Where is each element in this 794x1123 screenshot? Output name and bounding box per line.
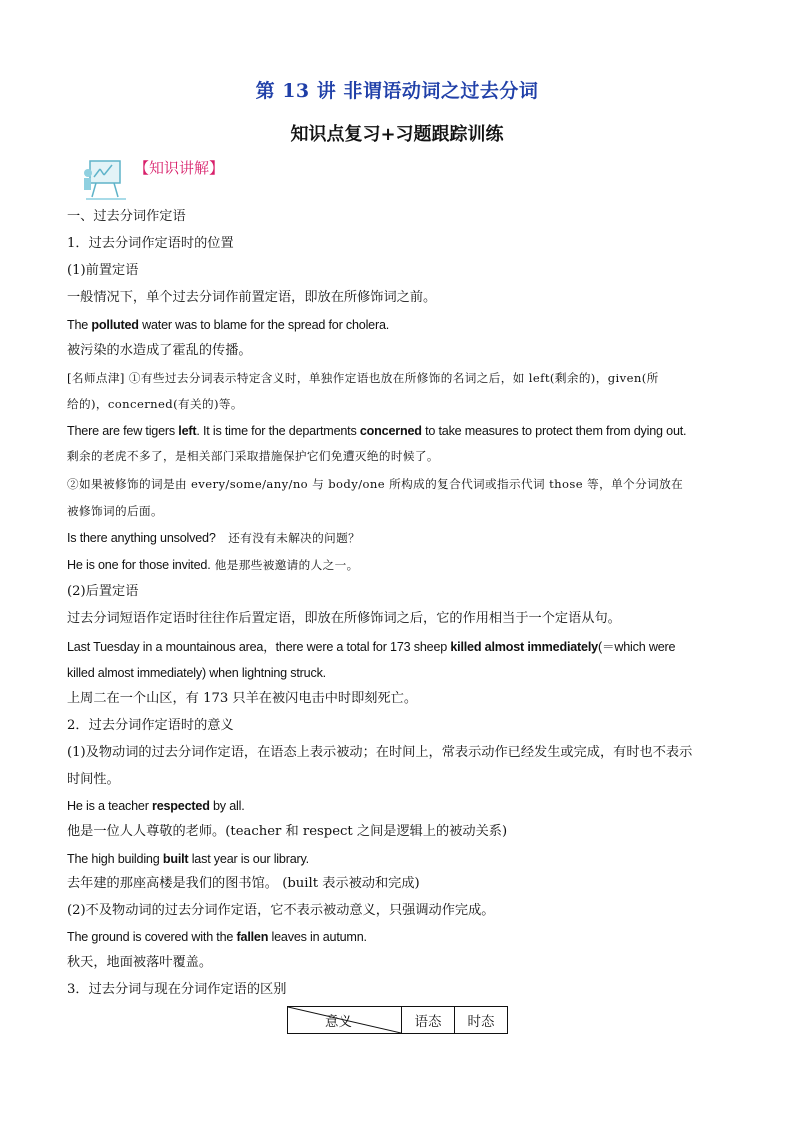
example-translation: 被污染的水造成了霍乱的传播。 <box>67 343 252 358</box>
comparison-table <box>287 1006 508 1034</box>
table-diagonal-header <box>288 1007 402 1034</box>
example-sentence: The ground is covered with the fallen leaves in autumn. <box>67 930 367 944</box>
section-heading: 一、过去分词作定语 <box>67 209 186 224</box>
example-sentence: killed almost immediately) when lightning struck. <box>67 666 326 680</box>
teacher-note: 被修饰词的后面。 <box>67 504 163 518</box>
example-sentence: He is one for those invited. 他是那些被邀请的人之一。 <box>67 558 359 572</box>
table-header-voice: 语态 <box>402 1007 455 1034</box>
subsection-heading: 3．过去分词与现在分词作定语的区别 <box>67 982 287 997</box>
paragraph: (2)不及物动词的过去分词作定语，它不表示被动意义，只强调动作完成。 <box>67 903 495 918</box>
item-heading: (2)后置定语 <box>67 584 139 599</box>
knowledge-banner <box>82 155 242 201</box>
paragraph: 一般情况下，单个过去分词作前置定语，即放在所修饰词之前。 <box>67 290 437 305</box>
example-translation: 秋天，地面被落叶覆盖。 <box>67 955 213 970</box>
teacher-note: 给的)，concerned(有关的)等。 <box>67 397 243 411</box>
item-heading: (1)前置定语 <box>67 263 139 278</box>
example-translation: 他是一位人人尊敬的老师。(teacher 和 respect 之间是逻辑上的被动关系) <box>67 824 508 839</box>
example-sentence: Last Tuesday in a mountainous area，there were a total for 173 sheep killed almost immediately(＝which were <box>67 640 676 654</box>
banner-label: 【知识讲解】 <box>134 159 225 177</box>
example-sentence: There are few tigers left. It is time for the departments concerned to take measures to protect them from dying out. <box>67 424 687 438</box>
example-translation: 去年建的那座高楼是我们的图书馆。 (built 表示被动和完成) <box>67 876 420 891</box>
example-sentence: The polluted water was to blame for the spread for cholera. <box>67 318 390 332</box>
table-header-meaning: 意义 <box>325 1014 352 1030</box>
example-translation: 剩余的老虎不多了，是相关部门采取措施保护它们免遭灭绝的时候了。 <box>67 449 439 463</box>
teacher-board-icon <box>82 155 132 201</box>
subsection-heading: 1．过去分词作定语时的位置 <box>67 236 234 251</box>
page-subtitle: 知识点复习+习题跟踪训练 <box>290 124 504 145</box>
example-sentence: The high building built last year is our library. <box>67 852 309 866</box>
teacher-note: [名师点津] ①有些过去分词表示特定含义时，单独作定语也放在所修饰的名词之后，如 left(剩余的)，given(所 <box>67 371 659 385</box>
table-row <box>288 1007 508 1034</box>
example-sentence: He is a teacher respected by all. <box>67 799 245 813</box>
subsection-heading: 2．过去分词作定语时的意义 <box>67 718 234 733</box>
paragraph: (1)及物动词的过去分词作定语，在语态上表示被动；在时间上，常表示动作已经发生或完成，有时也不表示 <box>67 745 693 760</box>
example-sentence: Is there anything unsolved? 还有没有未解决的问题？ <box>67 531 361 545</box>
paragraph: 过去分词短语作定语时往往作后置定语，即放在所修饰词之后，它的作用相当于一个定语从句。 <box>67 611 621 626</box>
example-translation: 上周二在一个山区，有 173 只羊在被闪电击中时即刻死亡。 <box>67 691 418 706</box>
paragraph: 时间性。 <box>67 772 120 787</box>
teacher-note: ②如果被修饰的词是由 every/some/any/no 与 body/one 所构成的复合代词或指示代词 those 等，单个分词放在 <box>67 477 684 491</box>
table-header-tense: 时态 <box>455 1007 508 1034</box>
page-title: 第 13 讲 非谓语动词之过去分词 <box>255 80 539 102</box>
